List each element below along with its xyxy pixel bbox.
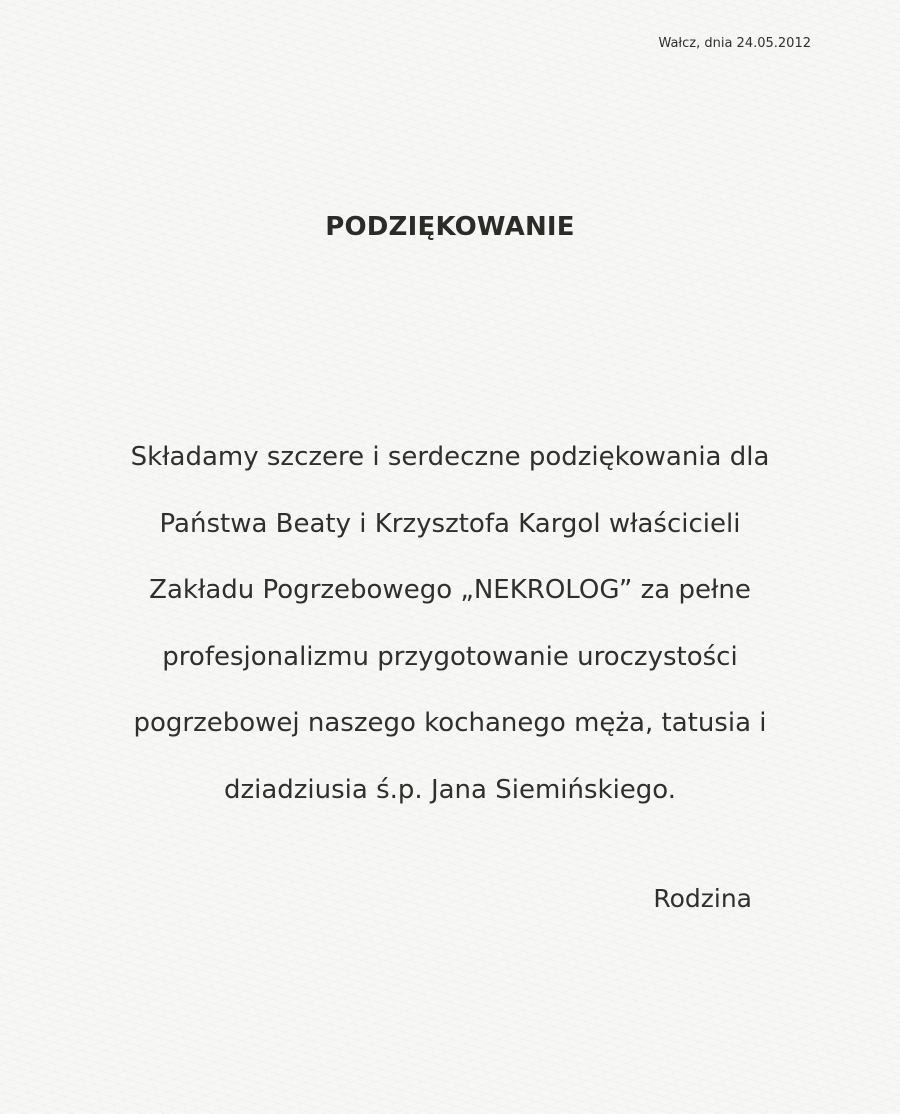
body-line: profesjonalizmu przygotowanie uroczystości	[162, 641, 738, 672]
body-line: Państwa Beaty i Krzysztofa Kargol właścicieli	[159, 508, 741, 539]
signature: Rodzina	[653, 884, 752, 913]
body-line: pogrzebowej naszego kochanego męża, tatusia i	[133, 708, 767, 738]
letter-title: PODZIĘKOWANIE	[325, 212, 575, 242]
letter-body	[60, 424, 840, 823]
place-date: Wałcz, dnia 24.05.2012	[658, 36, 811, 51]
body-line: dziadziusia ś.p. Jana Siemińskiego.	[223, 774, 677, 805]
body-line: Zakładu Pogrzebowego „NEKROLOG” za pełne	[149, 575, 751, 605]
body-line: Składamy szczere i serdeczne podziękowania dla	[130, 442, 770, 472]
